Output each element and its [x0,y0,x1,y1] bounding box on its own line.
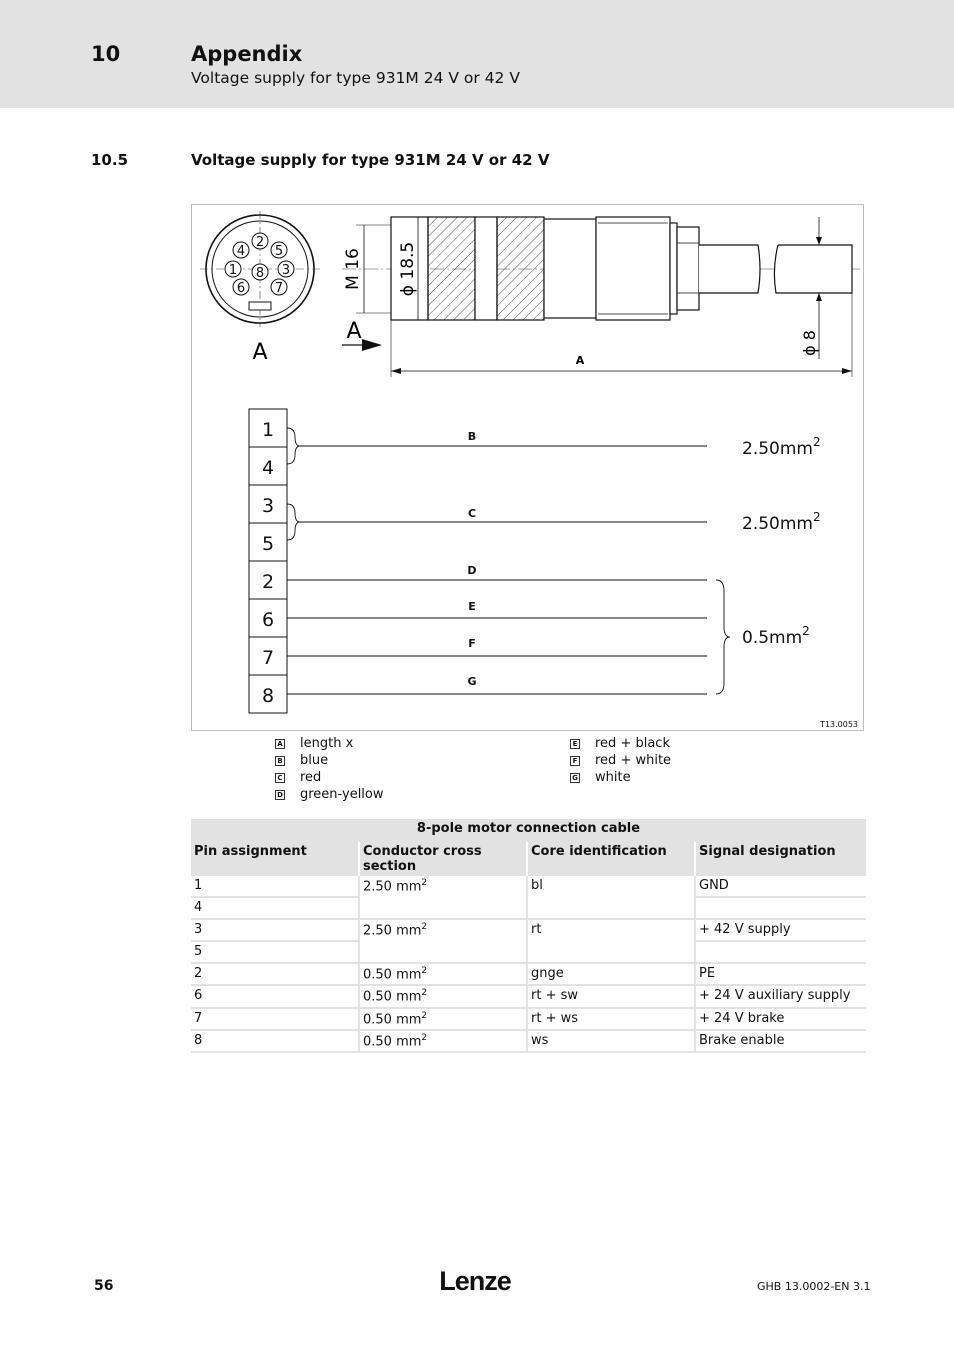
legend-item-f [570,753,671,768]
cell-signal: + 42 V supply [695,919,866,941]
cell-core: rt [527,919,695,963]
legend-text-c: red [300,770,322,785]
cell-pin: 2 [191,963,359,985]
legend-key-e: E [570,739,580,749]
view-arrow-label: A [346,319,362,344]
cell-core: ws [527,1030,695,1052]
cell-signal: PE [695,963,866,985]
legend-item-b [275,753,328,768]
connector-drawing [191,204,864,731]
svg-text:Lenze: Lenze [439,1266,511,1296]
cell-signal: + 24 V brake [695,1008,866,1030]
lenze-logo [435,1262,515,1298]
cell-pin: 8 [191,1030,359,1052]
cell-section: 0.50 $mm^2$ [359,963,527,985]
cross-section-c: $2.50mm^2$ [742,510,821,534]
cross-section-bc: $2.50mm^2$ [742,435,821,459]
terminal-2: 2 [261,571,275,593]
legend-text-b: blue [300,753,329,768]
legend-text-g: white [595,770,631,785]
table-caption: 8-pole motor connection cable [191,819,866,842]
legend-text-a: length x [300,736,354,751]
table-row [191,919,866,941]
cell-pin: 5 [191,941,359,963]
legend-text-e: red + black [595,736,670,751]
pin-3-label: 3 [281,263,291,278]
page-header [0,0,954,108]
legend-text-d: green-yellow [300,787,384,802]
pin-5-label: 5 [274,244,284,259]
cell-section: 0.50 $mm^2$ [359,1008,527,1030]
terminal-5: 5 [261,533,275,555]
table-row [191,1008,866,1030]
table-row [191,963,866,985]
cell-core: bl [527,876,695,919]
wire-label-d: D [467,564,477,577]
legend-key-c: C [275,773,285,783]
legend-item-a [275,736,353,751]
cross-section-dg: $0.5mm^2$ [742,624,810,648]
legend-item-e [570,736,670,751]
wiring-diagram [249,409,858,729]
dim-length-label: A [575,354,585,367]
legend-key-g: G [570,773,580,783]
table-row [191,1030,866,1052]
cell-section: 2.50 $mm^2$ [359,919,527,963]
pin-6-label: 6 [236,281,246,296]
terminal-7: 7 [261,647,275,669]
table-row [191,876,866,897]
cell-pin: 7 [191,1008,359,1030]
view-label: A [252,340,268,365]
cell-signal [695,941,866,963]
cell-signal: Brake enable [695,1030,866,1052]
pin-2-label: 2 [255,235,265,250]
legend-key-b: B [275,756,285,766]
cell-signal: + 24 V auxiliary supply [695,985,866,1007]
terminal-6: 6 [261,609,275,631]
chapter-number: 10 [91,42,121,66]
pin-8-label: 8 [255,266,265,281]
cell-signal [695,897,866,919]
wire-label-b: B [467,430,477,443]
legend-key-d: D [275,790,285,800]
cell-pin: 4 [191,897,359,919]
pin-7-label: 7 [274,281,284,296]
legend-key-a: A [275,739,285,749]
legend-text-f: red + white [595,753,672,768]
dim-cable: ϕ 8 [800,330,819,356]
document-id: GHB 13.0002-EN 3.1 [757,1280,871,1293]
pin-4-label: 4 [236,244,246,259]
connector-front-view [200,211,320,365]
legend-item-d [275,787,384,802]
header-signal: Signal designation [695,842,866,876]
terminal-3: 3 [261,495,275,517]
connector-side-view [342,217,860,377]
header-core: Core identification [527,842,695,876]
cell-core: rt + ws [527,1008,695,1030]
cell-section: 2.50 $mm^2$ [359,876,527,919]
section-title: Voltage supply for type 931M 24 V or 42 V [191,151,550,169]
motor-cable-table [191,819,866,1053]
cell-core: gnge [527,963,695,985]
cell-pin: 6 [191,985,359,1007]
legend-item-g [570,770,631,785]
chapter-title: Appendix [191,42,303,66]
page-number: 56 [94,1278,114,1294]
wire-label-e: E [468,600,476,613]
cell-pin: 1 [191,876,359,897]
cell-section: 0.50 $mm^2$ [359,1030,527,1052]
cell-section: 0.50 $mm^2$ [359,985,527,1007]
legend-key-f: F [570,756,580,766]
header-section: Conductor cross section [359,842,527,876]
cell-core: rt + sw [527,985,695,1007]
dim-body: ϕ 18.5 [398,241,418,297]
terminal-4: 4 [261,457,275,479]
pin-1-label: 1 [228,263,238,278]
terminal-8: 8 [261,685,275,707]
header-pin: Pin assignment [191,842,359,876]
legend-item-c [275,770,321,785]
cell-signal: GND [695,876,866,897]
cell-pin: 3 [191,919,359,941]
wire-label-g: G [467,675,477,688]
table-row [191,985,866,1007]
dim-thread: M 16 [343,248,363,290]
wire-label-f: F [468,637,476,650]
chapter-subtitle: Voltage supply for type 931M 24 V or 42 V [191,69,520,87]
section-number: 10.5 [91,151,129,169]
terminal-1: 1 [261,419,275,441]
figure-id: T13.0053 [820,720,858,729]
wire-label-c: C [467,507,477,520]
